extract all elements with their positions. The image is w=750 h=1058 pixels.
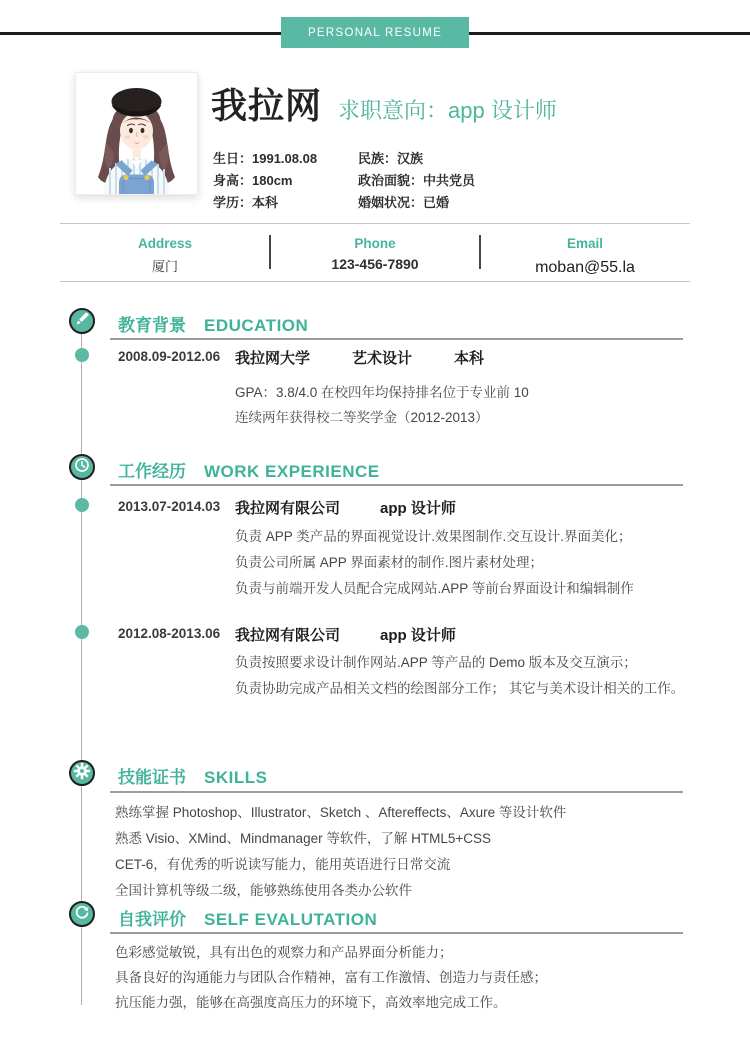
avatar-illustration xyxy=(76,73,197,194)
skills-node xyxy=(69,760,95,786)
personal-resume-banner xyxy=(281,17,469,48)
education-entry-title xyxy=(235,347,484,368)
work-entry2-dot xyxy=(75,625,89,639)
section-heading-work xyxy=(118,457,380,482)
phone-value: 123-456-7890 xyxy=(331,256,419,272)
email-value: moban@55.la xyxy=(535,259,635,276)
school-name: 我拉网大学 xyxy=(235,350,311,367)
work-title-zh: 工作经历 xyxy=(118,462,186,481)
self-eval-line: 抗压能力强，能够在高强度高压力的环境下，高效率地完成工作。 xyxy=(115,995,507,1010)
job-objective: 求职意向：app 设计师 xyxy=(338,98,557,123)
address-value: 厦门 xyxy=(151,259,178,274)
candidate-name: 我拉网 xyxy=(211,85,323,126)
self-eval-node xyxy=(69,901,95,927)
self-eval-title-zh: 自我评价 xyxy=(118,910,186,929)
pencil-icon xyxy=(71,308,93,335)
work-detail-line: 负责 APP 类产品的界面视觉设计.效果图制作.交互设计.界面美化； xyxy=(235,529,632,544)
education-rule xyxy=(110,338,683,340)
section-heading-skills xyxy=(118,763,267,788)
email-label: Email xyxy=(566,236,604,251)
degree: 本科 xyxy=(454,350,485,367)
profile-photo xyxy=(75,72,198,195)
phone-label: Phone xyxy=(354,236,396,251)
contact-bar xyxy=(60,223,690,282)
self-eval-lines xyxy=(115,940,547,1015)
info-education: 学历：本科 xyxy=(213,194,279,210)
info-marital-status: 婚姻状况：已婚 xyxy=(358,194,450,210)
job-role: app 设计师 xyxy=(380,500,456,517)
work-detail-line: 负责公司所属 APP 界面素材的制作.图片素材处理； xyxy=(235,555,544,570)
education-entry-dot xyxy=(75,348,89,362)
education-node xyxy=(69,308,95,334)
education-details xyxy=(235,380,529,430)
section-heading-self-eval xyxy=(118,905,377,930)
personal-info-grid xyxy=(213,146,475,212)
self-eval-title-en: SELF EVALUTATION xyxy=(204,910,378,929)
work-entry2-title xyxy=(235,624,456,645)
education-detail-line: GPA：3.8/4.0 在校四年均保持排名位于专业前 10 xyxy=(235,385,529,400)
section-heading-education xyxy=(118,311,308,336)
self-eval-line: 色彩感觉敏锐，具有出色的观察力和产品界面分析能力； xyxy=(115,945,453,960)
skill-line: 熟悉 Visio、XMind、Mindmanager 等软件，了解 HTML5+CSS xyxy=(115,831,491,846)
work-title-en: WORK EXPERIENCE xyxy=(204,462,380,481)
major: 艺术设计 xyxy=(352,350,413,367)
work-entry2-details xyxy=(235,650,684,702)
info-birthday: 生日：1991.08.08 xyxy=(213,150,318,166)
education-date: 2008.09-2012.06 xyxy=(118,349,221,364)
work-detail-line: 负责与前端开发人员配合完成网站.APP 等前台界面设计和编辑制作 xyxy=(235,581,634,596)
work-node xyxy=(69,454,95,480)
education-detail-line: 连续两年获得校二等奖学金（2012-2013） xyxy=(235,410,489,425)
gear-icon xyxy=(71,760,93,787)
skills-rule xyxy=(110,791,683,793)
education-title-en: EDUCATION xyxy=(204,316,309,335)
contact-phone xyxy=(270,224,480,281)
banner-label: PERSONAL RESUME xyxy=(307,26,443,39)
work-entry2-date: 2012.08-2013.06 xyxy=(118,626,221,641)
info-height: 身高：180cm xyxy=(213,172,293,188)
work-rule xyxy=(110,484,683,486)
self-eval-rule xyxy=(110,932,683,934)
work-detail-line: 负责协助完成产品相关文档的绘图部分工作； 其它与美术设计相关的工作。 xyxy=(235,681,685,696)
skills-title-en: SKILLS xyxy=(204,768,268,787)
company-name: 我拉网有限公司 xyxy=(235,627,341,644)
info-political-status: 政治面貌：中共党员 xyxy=(358,172,476,188)
work-entry1-title xyxy=(235,497,456,518)
education-title-zh: 教育背景 xyxy=(118,316,186,335)
skill-line: CET-6，有优秀的听说读写能力，能用英语进行日常交流 xyxy=(115,857,451,872)
contact-email xyxy=(480,224,690,281)
self-eval-line: 具备良好的沟通能力与团队合作精神，富有工作激情、创造力与责任感； xyxy=(115,970,547,985)
skill-line: 全国计算机等级二级，能够熟练使用各类办公软件 xyxy=(115,883,412,898)
contact-address xyxy=(60,224,270,281)
clock-icon xyxy=(71,454,93,481)
work-entry1-dot xyxy=(75,498,89,512)
address-label: Address xyxy=(137,236,193,251)
identity-block xyxy=(211,86,557,126)
skills-title-zh: 技能证书 xyxy=(118,768,186,787)
job-role: app 设计师 xyxy=(380,627,456,644)
company-name: 我拉网有限公司 xyxy=(235,500,341,517)
info-ethnicity: 民族：汉族 xyxy=(358,150,424,166)
work-detail-line: 负责按照要求设计制作网站.APP 等产品的 Demo 版本及交互演示； xyxy=(235,655,637,670)
circular-arrow-icon xyxy=(71,901,93,928)
skills-lines xyxy=(115,800,566,904)
work-entry1-details xyxy=(235,524,634,602)
work-entry1-date: 2013.07-2014.03 xyxy=(118,499,221,514)
skill-line: 熟练掌握 Photoshop、Illustrator、Sketch 、Aftereffects、Axure 等设计软件 xyxy=(115,805,567,820)
